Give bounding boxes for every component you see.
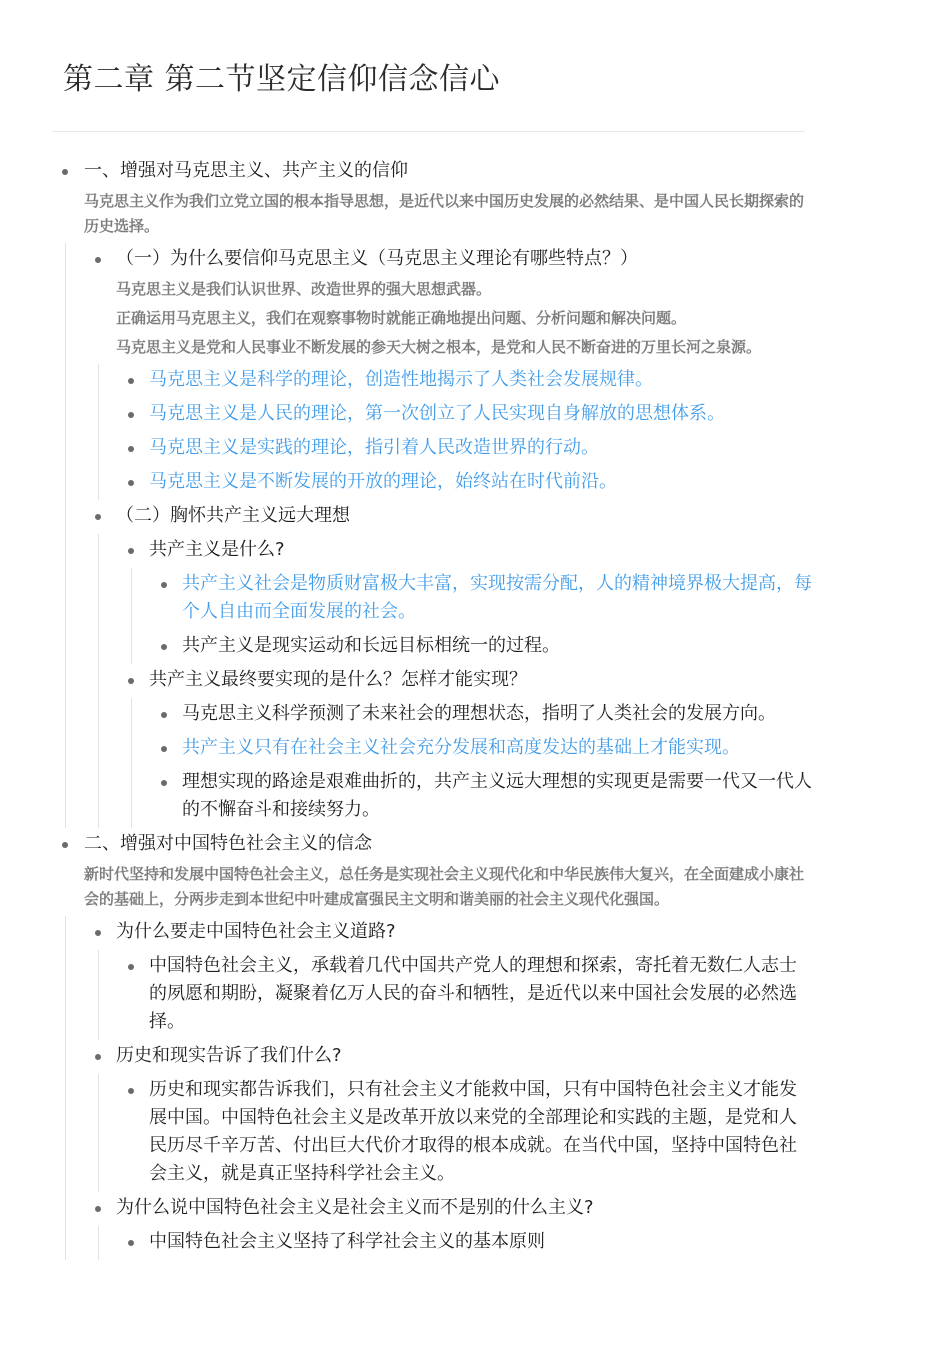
- bullet-icon: [161, 746, 167, 752]
- section-note: 马克思主义作为我们立党立国的根本指导思想，是近代以来中国历史发展的必然结果、是中国人民长期探索的历史选择。: [84, 192, 805, 235]
- page-title: 第二章 第二节坚定信仰信念信心: [63, 62, 501, 97]
- answer-item: [52, 950, 812, 1040]
- answer-text: 中国特色社会主义，承载着几代中国共产党人的理想和探索，寄托着无数仁人志士的夙愿和期盼，凝聚着亿万人民的奋斗和牺牲，是近代以来中国社会发展的必然选择。: [149, 955, 797, 1032]
- outline: [52, 155, 812, 1260]
- bullet-icon: [128, 1088, 134, 1094]
- question-item: [52, 1040, 812, 1192]
- question-item: [52, 534, 812, 664]
- list-item: [52, 432, 812, 466]
- question-text: 为什么要走中国特色社会主义道路?: [116, 921, 396, 942]
- bullet-icon: [62, 169, 68, 175]
- subsection-1-1: [52, 243, 812, 500]
- point-text: 马克思主义是不断发展的开放的理论，始终站在时代前沿。: [149, 471, 617, 492]
- answer-text: 共产主义只有在社会主义社会充分发展和高度发达的基础上才能实现。: [182, 737, 740, 758]
- bullet-icon: [95, 930, 101, 936]
- title-divider: [52, 131, 805, 132]
- bullet-icon: [161, 712, 167, 718]
- bullet-icon: [128, 480, 134, 486]
- subsection-note: 马克思主义是党和人民事业不断发展的参天大树之根本，是党和人民不断奋进的万里长河之泉源。: [116, 338, 762, 356]
- answer-item: [52, 1226, 812, 1260]
- section-2: [52, 828, 812, 1260]
- answer-item: [52, 766, 812, 828]
- question-item: [52, 664, 812, 828]
- bullet-icon: [128, 678, 134, 684]
- bullet-icon: [128, 1240, 134, 1246]
- bullet-icon: [161, 780, 167, 786]
- list-item: [52, 364, 812, 398]
- answer-text: 历史和现实都告诉我们，只有社会主义才能救中国，只有中国特色社会主义才能发展中国。中国特色社会主义是改革开放以来党的全部理论和实践的主题，是党和人民历尽千辛万苦、付出巨大代价才取得的根本成就。在当代中国，坚持中国特色社会主义，就是真正坚持科学社会主义。: [149, 1079, 797, 1184]
- section-note: 新时代坚持和发展中国特色社会主义，总任务是实现社会主义现代化和中华民族伟大复兴，在全面建成小康社会的基础上，分两步走到本世纪中叶建成富强民主文明和谐美丽的社会主义现代化强国。: [84, 865, 805, 908]
- question-text: 共产主义是什么?: [149, 539, 285, 560]
- answer-item: [52, 698, 812, 732]
- question-item: [52, 916, 812, 1040]
- answer-item: [52, 732, 812, 766]
- answer-text: 共产主义是现实运动和长远目标相统一的过程。: [182, 635, 560, 656]
- point-text: 马克思主义是人民的理论，第一次创立了人民实现自身解放的思想体系。: [149, 403, 725, 424]
- bullet-icon: [128, 446, 134, 452]
- list-item: [52, 466, 812, 500]
- bullet-icon: [95, 257, 101, 263]
- point-text: 马克思主义是实践的理论，指引着人民改造世界的行动。: [149, 437, 599, 458]
- answer-text: 理想实现的路途是艰难曲折的，共产主义远大理想的实现更是需要一代又一代人的不懈奋斗和接续努力。: [182, 771, 812, 820]
- question-text: 为什么说中国特色社会主义是社会主义而不是别的什么主义?: [116, 1197, 594, 1218]
- subsection-note: 正确运用马克思主义，我们在观察事物时就能正确地提出问题、分析问题和解决问题。: [116, 309, 687, 327]
- bullet-icon: [161, 582, 167, 588]
- answer-item: [52, 568, 812, 630]
- answer-text: 共产主义社会是物质财富极大丰富，实现按需分配，人的精神境界极大提高，每个人自由而全面发展的社会。: [182, 573, 812, 622]
- answer-text: 马克思主义科学预测了未来社会的理想状态，指明了人类社会的发展方向。: [182, 703, 776, 724]
- section-1: [52, 155, 812, 828]
- list-item: [52, 398, 812, 432]
- section-heading: 一、增强对马克思主义、共产主义的信仰: [84, 160, 408, 181]
- bullet-icon: [161, 644, 167, 650]
- subsection-heading: （二）胸怀共产主义远大理想: [116, 505, 350, 526]
- question-text: 共产主义最终要实现的是什么？怎样才能实现？: [149, 669, 527, 690]
- bullet-icon: [128, 412, 134, 418]
- section-heading: 二、增强对中国特色社会主义的信念: [84, 833, 372, 854]
- answer-text: 中国特色社会主义坚持了科学社会主义的基本原则: [149, 1231, 545, 1252]
- point-text: 马克思主义是科学的理论，创造性地揭示了人类社会发展规律。: [149, 369, 653, 390]
- answer-item: [52, 630, 812, 664]
- bullet-icon: [128, 378, 134, 384]
- subsection-1-2: [52, 500, 812, 828]
- bullet-icon: [95, 1206, 101, 1212]
- bullet-icon: [62, 842, 68, 848]
- bullet-icon: [128, 964, 134, 970]
- bullet-icon: [95, 1054, 101, 1060]
- subsection-heading: （一）为什么要信仰马克思主义（马克思主义理论有哪些特点？）: [116, 248, 638, 269]
- question-item: [52, 1192, 812, 1260]
- bullet-icon: [128, 548, 134, 554]
- question-text: 历史和现实告诉了我们什么?: [116, 1045, 342, 1066]
- subsection-note: 马克思主义是我们认识世界、改造世界的强大思想武器。: [116, 280, 492, 298]
- answer-item: [52, 1074, 812, 1192]
- bullet-icon: [95, 514, 101, 520]
